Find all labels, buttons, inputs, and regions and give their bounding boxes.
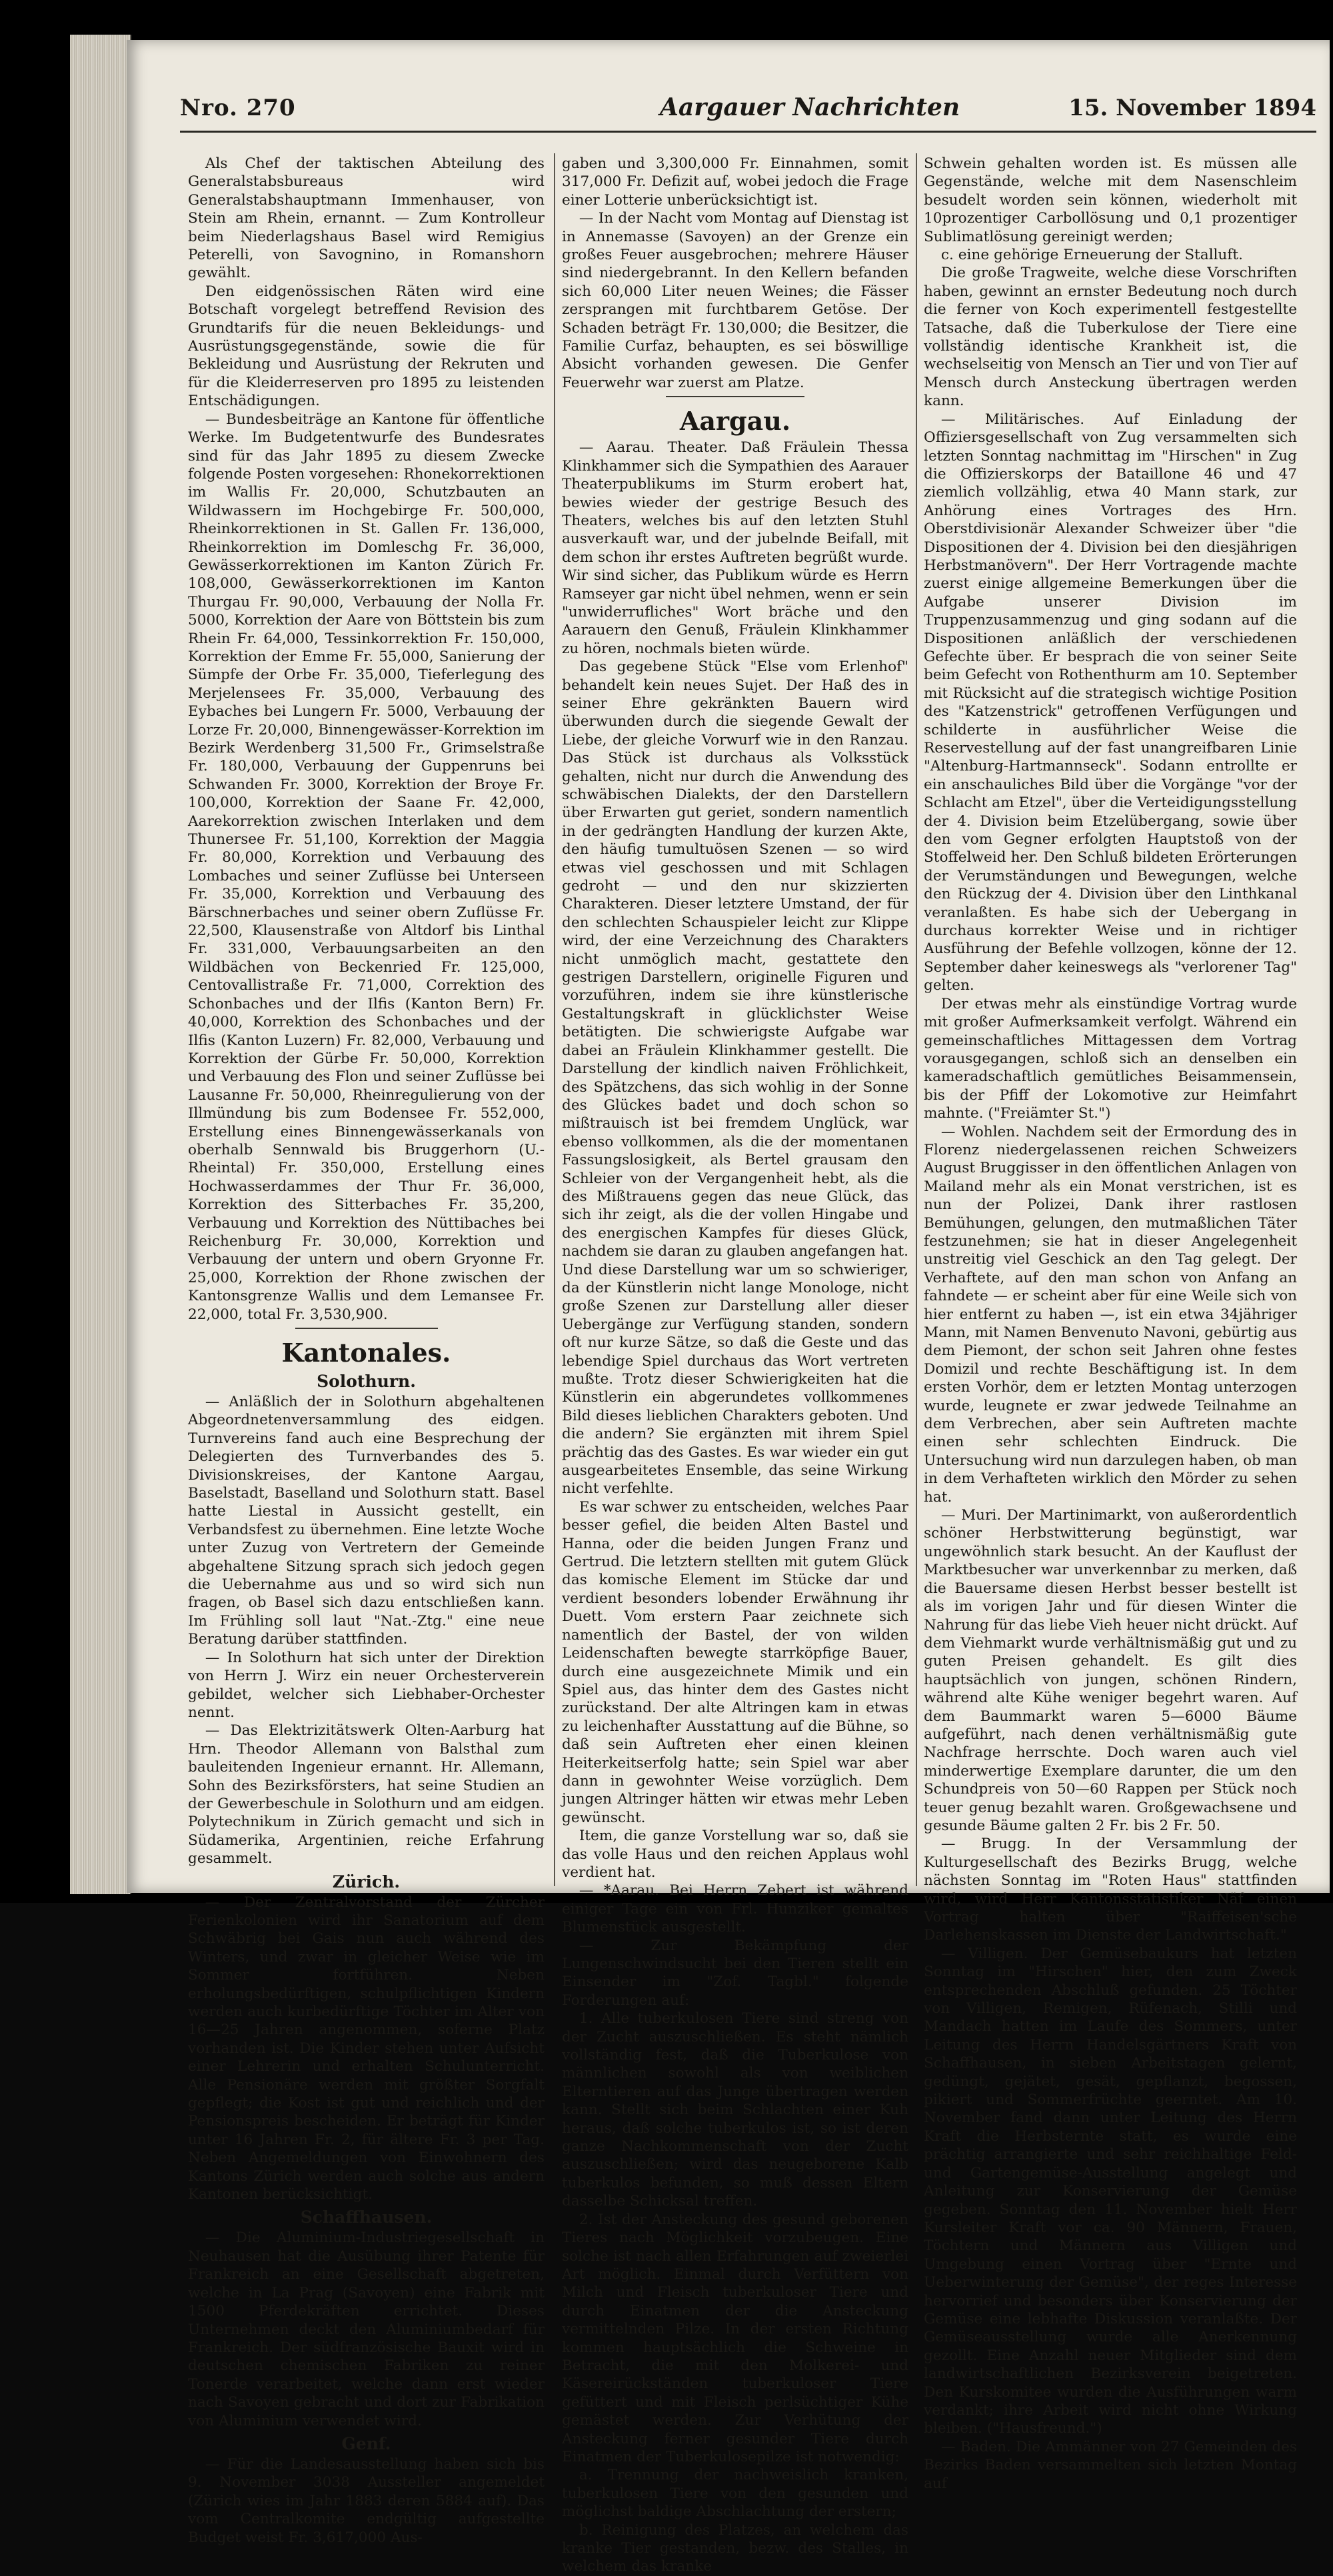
article-paragraph: — Aarau. Theater. Daß Fräulein Thessa Klinkhammer sich die Sympathien des Aarauer Theaterpublikums im Sturm erobert hat, bewies wieder der gestrige Besuch des Theaters, welches bis auf den letzten Stuhl ausverkauft war, und der jubelnde Beifall, mit dem schon ihr erstes Auftreten begrüßt wurde. Wir sind sicher, das Publikum würde es Herrn Ramseyer gar nicht übel nehmen, wenn er sein "unwiderrufliches" Wort bräche und den Aarauern den Genuß, Fräulein Klinkhammer zu hören, nochmals bieten würde. [562, 439, 908, 657]
article-paragraph: — Zur Bekämpfung der Lungenschwindsucht bei den Tieren stellt ein Einsender im "Zof. Tagbl." folgende Forderungen auf: [562, 1937, 908, 2009]
section-heading-aargau: Aargau. [679, 406, 791, 437]
section-heading-kantonales: Kantonales. [281, 1338, 451, 1368]
column-rule-1 [554, 153, 555, 1886]
section-divider [666, 396, 804, 397]
subheading-zuerich: Zürich. [332, 1872, 401, 1892]
article-paragraph: Es war schwer zu entscheiden, welches Paar besser gefiel, die beiden Alten Bastel und Hanna, oder die beiden Jungen Franz und Gertrud. Die letztern stellten mit gutem Glück das komische Element im Stücke dar und verdient besonders lobender Erwähnung ihr Duett. Vom erstern Paar zeichnete sich namentlich der Bastel, der von wilden Leidenschaften bewegte starrköpfige Bauer, durch eine ausgezeichnete Mimik und ein Spiel aus, das hinter dem des Gastes nicht zurückstand. Der alte Altringen kam in etwas zu leichenhafter Ausstattung auf die Bühne, so daß sein Auftreten eher einen kleinen Heiterkeitserfolg hatte; sein Spiel war aber dann in gewohnter Weise vorzüglich. Dem jungen Altringer hätten wir etwas mehr Leben gewünscht. [562, 1498, 908, 1826]
column-3 [924, 155, 1298, 2492]
subheading-genf: Genf. [341, 2433, 391, 2453]
article-paragraph: — Baden. Die Ammänner von 27 Gemeinden des Bezirks Baden versammelten sich letzten Montag auf [924, 2438, 1297, 2492]
article-paragraph: — Militärisches. Auf Einladung der Offiziersgesellschaft von Zug versammelten sich letzten Sonntag nachmittag im "Hirschen" in Zug die Offizierskorps der Bataillone 46 und 47 ziemlich vollzählig, etwa 40 Mann stark, zur Anhörung eines Vortrages des Hrn. Oberstdivisionär Alexander Schweizer über "die Dispositionen der 4. Division bei den diesjährigen Herbstmanövern". Der Herr Vortragende machte zuerst einige allgemeine Bemerkungen über die Aufgabe unserer Division im Truppenzusammenzug und ging sodann auf die Dispositionen anläßlich der verschiedenen Gefechte über. Er besprach die von seiner Seite beim Gefecht von Rothenthurm am 10. September mit Rücksicht auf die strategisch wichtige Position des "Katzenstrick" getroffenen Verfügungen und schilderte in ausführlicher Weise die Reservestellung auf der fast unangreifbaren Linie "Altenburg-Hartmannseck". Sodann entrollte er ein anschauliches Bild über die Vorgänge "vor der Schlacht am Etzel", über die Verteidigungsstellung der 4. Division beim Etzelübergang, sowie über den vom Gegner erfolgten Hauptstoß von der Stoffelweid her. Den Schluß bildeten Erörterungen der Verumständungen und Bewegungen, welche den Rückzug der 4. Division über den Linthkanal veranlaßten. Es habe sich der Uebergang in durchaus korrekter Weise und in richtiger Ausführung der Befehle vollzogen, könne der 12. September daher keineswegs als "verlorener Tag" gelten. [924, 411, 1297, 994]
article-paragraph: — Muri. Der Martinimarkt, von außerordentlich schöner Herbstwitterung begünstigt, war ungewöhnlich stark besucht. An der Kauflust der Marktbesucher war unverkennbar zu merken, daß die Bauersame diesen Herbst besser bestellt ist als im vorigen Jahr und für diesen Winter die Nahrung für das liebe Vieh heuer nicht drückt. Auf dem Viehmarkt wurde verhältnismäßig gut und zu guten Preisen gehandelt. Es gilt dies hauptsächlich von jungen, schönen Rindern, während alte Kühe weniger begehrt waren. Auf dem Baummarkt waren 5—6000 Bäume aufgeführt, nach denen verhältnismäßig gute Nachfrage herrschte. Doch waren auch viel minderwertige Exemplare darunter, die um den Schundpreis von 50—60 Rappen per Stück noch teuer genug bezahlt waren. Großgewachsene und gesunde Bäume galten 2 Fr. bis 2 Fr. 50. [924, 1507, 1298, 1834]
article-paragraph: — Anläßlich der in Solothurn abgehaltenen Abgeordnetenversammlung des eidgen. Turnvereins fand auch eine Besprechung der Delegierten des Turnverbandes des 5. Divisionskreises, der Kantone Aargau, Baselstadt, Baselland und Solothurn statt. Basel hatte Liestal in Aussicht gestellt, ein Verbandsfest zu übernehmen. Eine letzte Woche unter Zuzug von Vertretern der Gemeinde abgehaltene Sitzung sprach sich jedoch gegen die Uebernahme aus und so wird sich nun fragen, ob Basel sich dazu entschließen kann. Im Frühling soll laut "Nat.-Ztg." eine neue Beratung darüber stattfinden. [188, 1394, 545, 1648]
subheading-solothurn: Solothurn. [317, 1372, 416, 1391]
book-page-edges [70, 35, 131, 1894]
article-paragraph: — In der Nacht vom Montag auf Dienstag ist in Annemasse (Savoyen) an der Grenze ein großes Feuer ausgebrochen; mehrere Häuser sind niedergebrannt. In den Kellern befanden sich 60,000 Liter neuen Weines; die Fässer zersprangen mit furchtbarem Getöse. Der Schaden beträgt Fr. 130,000; die Besitzer, die Familie Curfaz, behaupten, es sei böswillige Absicht vorhanden gewesen. Die Genfer Feuerwehr war zuerst am Platze. [562, 210, 908, 391]
article-paragraph: — Wohlen. Nachdem seit der Ermordung des in Florenz niedergelassenen reichen Schweizers August Bruggisser in den öffentlichen Anlagen von Mailand mehr als ein Monat verstrichen, ist es nun der Polizei, Dank ihrer rastlosen Bemühungen, gelungen, den mutmaßlichen Täter festzunehmen; sie hat in dieser Angelegenheit unstreitig viel Geschick an den Tag gelegt. Der Verhaftete, auf den man schon von Anfang an fahndete — er scheint aber für eine Weile sich von hier entfernt zu haben —, ist ein etwa 34jähriger Mann, mit Namen Benvenuto Navoni, gebürtig aus dem Piemont, der schon seit Jahren ohne festes Domizil und rechte Beschäftigung ist. In dem ersten Vorhör, dem er letzten Montag unterzogen wurde, leugnete er zwar jedwede Teilnahme an dem Verbrechen, aber sein Auftreten machte einen sehr schlechten Eindruck. Die Untersuchung wird nun darzulegen haben, ob man in dem Verhafteten wirklich den Mörder zu sehen hat. [924, 1123, 1297, 1506]
article-paragraph: Den eidgenössischen Räten wird eine Botschaft vorgelegt betreffend Revision des Grundtarifs für die neuen Bekleidungs- und Ausrüstungsgegenstände, sowie die für Bekleidung und Ausrüstung der Rekruten und für die Kleiderreserven pro 1895 zu leistenden Entschädigungen. [188, 283, 545, 410]
article-paragraph: — Der Zentralvorstand der Zürcher Ferienkolonien wird ihr Sanatorium auf dem Schwäbrig bei Gais nun auch während des Winters, und zwar in gleicher Weise wie im Sommer fortführen. Neben erholungsbedürftigen, schulpflichtigen Kindern werden auch kurbedürftige Töchter im Alter von 16—25 Jahren angenommen, soferne Platz vorhanden ist. Die Kinder stehen unter Aufsicht einer Lehrerin und erhalten Schulunterricht. Alle Pensionäre werden mit größter Sorgfalt gepflegt; die Kost ist gut und reichlich und der Pensionspreis bescheiden. Er beträgt für Kinder unter 16 Jahren Fr. 2, für ältere Fr. 3 per Tag. Neben Angemeldungen von Einwohnern des Kantons Zürich werden auch solche aus andern Kantonen berücksichtigt. [188, 1894, 545, 2203]
article-paragraph: 1. Alle tuberkulosen Tiere sind streng von der Zucht auszuschließen. Es steht nämlich vollständig fest, daß die Tuberkulose von männlichen sowohl als von weiblichen Elterntieren auf das Junge übertragen werden kann. Stellt sich beim Schlachten einer Kuh heraus, daß solche tuberkulos ist, so ist deren ganze Nachkommenschaft von der Zucht auszuschließen; wird das neugeborene Kalb tuberkulos befunden, so muß dessen Eltern dasselbe Schicksal treffen. [562, 2010, 908, 2210]
article-paragraph: — In Solothurn hat sich unter der Direktion von Herrn J. Wirz ein neuer Orchesterverein gebildet, welcher sich Liebhaber-Orchester nennt. [188, 1649, 545, 1721]
article-paragraph: — Das Elektrizitätswerk Olten-Aarburg hat Hrn. Theodor Allemann von Balsthal zum bauleitenden Ingenieur ernannt. Hr. Allemann, Sohn des Bezirksförsters, hat seine Studien an der Gewerbeschule in Solothurn und am eidgen. Polytechnikum in Zürich gemacht und sich in Südamerika, Argentinien, reiche Erfahrung gesammelt. [188, 1722, 545, 1868]
article-paragraph: gaben und 3,300,000 Fr. Einnahmen, somit 317,000 Fr. Defizit auf, wobei jedoch die Frage einer Lotterie unberücksichtigt ist. [562, 155, 908, 209]
issue-date: 15. November 1894 [1068, 95, 1316, 121]
article-paragraph: b. Reinigung des Platzes, an welchem das kranke Tier gestanden, bezw. des Stalles, in welchem das kranke [562, 2521, 908, 2575]
article-paragraph: Die große Tragweite, welche diese Vorschriften haben, gewinnt an ernster Bedeutung noch durch die ferner von Koch experimentell festgestellte Tatsache, daß die Tuberkulose der Tiere eine vollständig identische Krankheit ist, die wechselseitig von Mensch an Tier und von Tier auf Mensch durch Ansteckung übertragen werden kann. [924, 265, 1297, 410]
article-paragraph: Der etwas mehr als einstündige Vortrag wurde mit großer Aufmerksamkeit verfolgt. Während ein gemeinschaftliches Mittagessen dem Vortrag vorausgegangen, schloß sich an denselben ein kameradschaftlich gemütliches Beisammensein, bis der Pfiff der Lokomotive zur Heimfahrt mahnte. ("Freiämter St.") [924, 995, 1297, 1122]
page-header [180, 93, 1316, 133]
article-paragraph: Als Chef der taktischen Abteilung des Generalstabsbureaus wird Generalstabshauptmann Immenhauser, von Stein am Rhein, ernannt. — Zum Kontrolleur beim Niederlagshaus Basel wird Remigius Peterelli, von Savognino, in Romanshorn gewählt. [188, 155, 545, 282]
article-paragraph: Item, die ganze Vorstellung war so, daß sie das volle Haus und den reichen Applaus wohl verdient hat. [562, 1828, 908, 1881]
article-paragraph: — Die Aluminium-Industriegesellschaft in Neuhausen hat die Ausübung ihrer Patente für Frankreich an eine Gesellschaft abgetreten, welche in La Prag (Savoyen) eine Fabrik mit 1500 Pferdekräften errichtet. Dieses Unternehmen deckt den Aluminiumbedarf für Frankreich. Der südfranzösische Bauxit wird in deutschen chemischen Fabriken zu reiner Tonerde verarbeitet, welche dann erst wieder nach Savoyen gebracht und dort zur Fabrikation von Aluminium verwendet wird. [188, 2229, 545, 2429]
column-2 [562, 155, 908, 2575]
article-paragraph: Schwein gehalten worden ist. Es müssen alle Gegenstände, welche mit dem Nasenschleim besudelt worden sein können, wiederholt mit 10prozentiger Carbollösung und 0,1 prozentiger Sublimatlösung gereinigt werden; [924, 155, 1297, 245]
article-paragraph: — Für die Landesausstellung haben sich bis 9. November 3038 Aussteller angemeldet (Zürich wies im Jahr 1883 deren 5884 auf). Das vom Centralkomite endgültig aufgestellte Budget weist Fr. 3,617,000 Aus- [188, 2455, 545, 2546]
section-divider [295, 1328, 438, 1329]
article-paragraph: c. eine gehörige Erneuerung der Stalluft. [940, 247, 1243, 264]
article-paragraph: — Brugg. In der Versammlung der Kulturgesellschaft des Bezirks Brugg, welche nächsten Sonntag im "Roten Haus" stattfinden wird, wird Herr Kantonsstatistiker Näf einen Vortrag halten über "Raiffeisen'sche Darlehenskassen im Dienste der Landwirtschaft." [924, 1836, 1297, 1944]
article-paragraph: 2. Ist der Ansteckung des gesund geborenen Tieres nach Möglichkeit vorzubeugen. Eine solche ist nach allen Erfahrungen auf zweierlei Art möglich. Einmal durch Verfüttern von Milch und Fleisch tuberkuloser Tiere und durch Einatmen der die Ansteckung vermittelnden Pilze. In der ersten Richtung kommen hauptsächlich die Schweine in Betracht, die mit den Molkerei- und Käsereirückständen tuberkuloser Tiere gefüttert und mit Fleisch perlsüchtiger Kühe gemästet werden. Zur Verhütung der Ansteckung ferner gesunder Tiere durch Einatmen der Tuberkulosepilze ist notwendig: [562, 2211, 908, 2465]
article-paragraph: a. Trennung der nachweislich kranken, tuberkulosen Tiere von den gesunden und möglichst baldige Abschlachtung der erstern; [562, 2467, 908, 2521]
column-rule-2 [916, 153, 917, 1886]
newspaper-title: Aargauer Nachrichten [660, 93, 960, 121]
article-paragraph: Das gegebene Stück "Else vom Erlenhof" behandelt kein neues Sujet. Der Haß des in seiner Ehre gekränkten Bauern wird überwunden durch die siegende Gewalt der Liebe, der gleiche Vorwurf wie in den Ranzau. Das Stück ist durchaus als Volksstück gehalten, nicht nur durch die Anwendung des schwäbischen Dialekts, der den Darstellern über Erwarten gut geriet, sondern namentlich in der gedrängten Handlung der kurzen Akte, den häufig tumultuösen Szenen — so wird etwas viel geschossen und mit Schlagen gedroht — und den nur skizzierten Charakteren. Dieser letztere Umstand, der für den schlechten Schauspieler leicht zur Klippe wird, der eine Verzeichnung des Charakters nicht unmöglich macht, gestattete den gestrigen Darstellern, originelle Figuren und vorzuführen, indem sie ihre künstlerische Gestaltungskraft in glücklichster Weise betätigten. Die schwierigste Aufgabe war dabei an Fräulein Klinkhammer gestellt. Die Darstellung der kindlich naiven Fröhlichkeit, des Spätzchens, das sich wohlig in der Sonne des Glückes badet und doch schon so mißtrauisch ist bei fremdem Unglück, war ebenso vollkommen, als die der momentanen Fassungslosigkeit, als Bertel grausam den Schleier von der Vergangenheit hebt, als die des Mißtrauens gegen das neue Glück, das sich ihr zeigt, als die der vollen Hingabe und des energischen Kampfes für dieses Glück, nachdem sie daran zu glauben angefangen hat. Und diese Darstellung war um so schwieriger, da der Künstlerin nicht lange Monologe, nicht große Szenen zur Darstellung aller dieser Uebergänge zur Verfügung standen, sondern oft nur kurze Sätze, so daß die Geste und das lebendige Spiel durchaus das Wort vertreten mußte. Trotz dieser Schwierigkeiten hat die Künstlerin ein abgerundetes vollkommenes Bild dieses lieblichen Charakters geboten. Und die andern? Sie ergänzten mit ihrem Spiel prächtig das des Gastes. Es war wieder ein gut ausgearbeitetes Ensemble, das seine Wirkung nicht verfehlte. [562, 658, 908, 1498]
article-paragraph: — *Aarau. Bei Herrn Zebert ist während einiger Tage ein von Frl. Hunziker gemaltes Blumenstück ausgestellt. [562, 1882, 908, 1936]
subheading-schaffhausen: Schaffhausen. [300, 2207, 433, 2227]
page-number: Nro. 270 [180, 95, 296, 121]
column-1 [188, 155, 545, 2546]
article-paragraph: — Villigen. Der Gemüsebaukurs hat letzten Sonntag im "Hirschen" hier, den zum Zweck entsprechenden Abschluß gefunden. 25 Töchter von Villigen, Remigen, Rüfenach, Stilli und Mandach hatten im Laufe des Sommers, unter Leitung des Herrn Handelsgärtners Kraft von Schaffhausen, in sieben Arbeitstagen gelernt, gedüngt, gejätet, gesät, gepflanzt, begossen, pikiert und Sommerfrüchte geerntet. Am 10. November fand dann unter Leitung des Herrn Kraft die Herbsternte statt, es wurde eine prächtig arrangierte und sehr reichhaltige Feld- und Gartengemüse-Ausstellung angelegt und Anleitung zur Konservierung der Gemüse gegeben. Sonntag den 11. November hielt Herr Kursleiter Kraft vor ca. 90 Männern, Frauen, Töchtern und Männern aus Villigen und Umgebung einen Vortrag über "Ernte und Ueberwinterung der Gemüse", der reges Interesse hervorrief und besonders über Konservierung der Gemüse eine lebhafte Diskussion veranlaßte. Der Gemüseausstellung wurde alle Anerkennung gezollt. Eine Anzahl neuer Mitglieder sind dem landwirtschaftlichen Bezirksverein beigetreten. Den Kurskomitee wurden die Ausführungen warm verdankt; ihre Arbeit wird nicht ohne Wirkung bleiben. ("Hausfreund.") [924, 1945, 1297, 2437]
article-paragraph: — Bundesbeiträge an Kantone für öffentliche Werke. Im Budgetentwurfe des Bundesrates sind für das Jahr 1895 zu diesem Zwecke folgende Posten vorgesehen: Rhonekorrektionen im Wallis Fr. 20,000, Schutzbauten an Wildwassern im Hochgebirge Fr. 500,000, Rheinkorrektionen in St. Gallen Fr. 136,000, Rheinkorrektion im Domleschg Fr. 36,000, Gewässerkorrektionen im Kanton Zürich Fr. 108,000, Gewässerkorrektionen im Kanton Thurgau Fr. 90,000, Verbauung der Nolla Fr. 5000, Korrektion der Aare von Böttstein bis zum Rhein Fr. 64,000, Tessinkorrektion Fr. 150,000, Korrektion der Emme Fr. 55,000, Sanierung der Sümpfe der Orbe Fr. 35,000, Tieferlegung des Merjelensees Fr. 35,000, Verbauung des Eybaches bei Lungern Fr. 5000, Verbauung der Lorze Fr. 20,000, Binnengewässer-Korrektion im Bezirk Werdenberg 31,500 Fr., Grimselstraße Fr. 180,000, Verbauung der Guppenruns bei Schwanden Fr. 3000, Korrektion der Broye Fr. 100,000, Korrektion der Saane Fr. 42,000, Aarekorrektion zwischen Interlaken und dem Thunersee Fr. 51,100, Korrektion der Maggia Fr. 80,000, Korrektion und Verbauung des Lombaches und seiner Zuflüsse bei Unterseen Fr. 35,000, Korrektion und Verbauung des Bärschnerbaches und seiner obern Zuflüsse Fr. 22,500, Klausenstraße von Altdorf bis Linthal Fr. 331,000, Verbauungsarbeiten an den Wildbächen von Beckenried Fr. 125,000, Centovallistraße Fr. 71,000, Correktion des Schonbaches und der Ilfis (Kanton Bern) Fr. 40,000, Korrektion des Schonbaches und der Ilfis (Kanton Luzern) Fr. 82,000, Verbauung und Korrektion der Gürbe Fr. 50,000, Korrektion und Verbauung des Flon und seiner Zuflüsse bei Lausanne Fr. 50,000, Rheinregulierung von der Illmündung bis zum Bodensee Fr. 552,000, Erstellung eines Binnengewässerkanals von oberhalb Sennwald bis Bruggerhorn (U.-Rheintal) Fr. 350,000, Erstellung eines Hochwasserdammes der Thur Fr. 36,000, Korrektion des Sitterbaches Fr. 35,200, Verbauung und Korrektion des Nüttibaches bei Reichenburg Fr. 30,000, Korrektion und Verbauung der untern und obern Gryonne Fr. 25,000, Korrektion der Rhone zwischen der Kantonsgrenze Wallis und dem Lemansee Fr. 22,000, total Fr. 3,530,900. [188, 411, 545, 1323]
